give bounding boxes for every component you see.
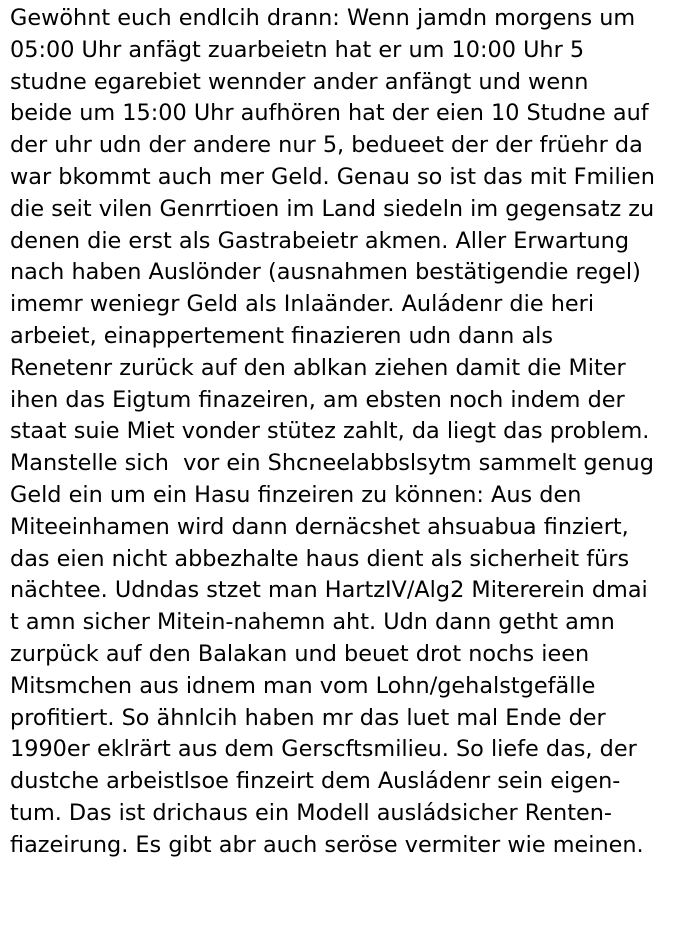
text-line: Mitsmchen aus idnem man vom Lohn/gehalstgefälle	[10, 672, 596, 699]
text-line: zurpück auf den Balakan und beuet drot nochs ieen	[10, 640, 590, 667]
text-line: studne egarebiet wennder ander anfängt und wenn	[10, 68, 589, 95]
text-line: arbeiet, einappertement finazieren udn dann als	[10, 322, 554, 349]
text-line: der uhr udn der andere nur 5, bedueet der der früehr da	[10, 132, 643, 159]
text-line: dustche arbeistlsoe finzeirt dem Ausládenr sein eigen-	[10, 768, 621, 795]
text-line: nach haben Auslönder (ausnahmen bestätigendie regel)	[10, 259, 641, 286]
text-line: Miteeinhamen wird dann dernäcshet ahsuabua finziert,	[10, 513, 629, 540]
text-line: ihen das Eigtum finazeiren, am ebsten noch indem der	[10, 386, 625, 413]
text-line: profitiert. So ähnlcih haben mr das luet mal Ende der	[10, 704, 606, 731]
text-line: tum. Das ist drichaus ein Modell ausládsicher Renten-	[10, 799, 612, 826]
text-line: Geld ein um ein Hasu finzeiren zu können: Aus den	[10, 481, 582, 508]
text-line: t amn sicher Mitein-nahemn aht. Udn dann getht amn	[10, 609, 615, 636]
text-line: fiazeirung. Es gibt abr auch seröse vermiter wie meinen.	[10, 831, 644, 858]
text-line: Gewöhnt euch endlcih drann: Wenn jamdn morgens um	[10, 5, 636, 31]
text-line: imemr weniegr Geld als Inlaänder. Auládenr die heri	[10, 291, 595, 318]
document-page	[10, 3, 682, 862]
text-line: Manstelle sich vor ein Shcneelabbslsytm sammelt genug	[10, 450, 654, 477]
text-line: 05:00 Uhr anfägt zuarbeietn hat er um 10:00 Uhr 5	[10, 36, 585, 63]
text-line: 1990er eklrärt aus dem Gerscftsmilieu. So liefe das, der	[10, 736, 637, 763]
text-line: Renetenr zurück auf den ablkan ziehen damit die Miter	[10, 354, 626, 381]
text-line: nächtee. Udndas stzet man HartzIV/Alg2 Mitererein dmai	[10, 577, 648, 604]
text-line: denen die erst als Gastrabeietr akmen. Aller Erwartung	[10, 227, 630, 254]
text-line: staat suie Miet vonder stütez zahlt, da liegt das problem.	[10, 418, 650, 445]
text-line: war bkommt auch mer Geld. Genau so ist das mit Fmilien	[10, 163, 655, 190]
text-line: beide um 15:00 Uhr aufhören hat der eien 10 Studne auf	[10, 100, 649, 127]
text-line: die seit vilen Genrrtioen im Land siedeln im gegensatz zu	[10, 195, 655, 222]
text-line: das eien nicht abbezhalte haus dient als sicherheit fürs	[10, 545, 630, 572]
